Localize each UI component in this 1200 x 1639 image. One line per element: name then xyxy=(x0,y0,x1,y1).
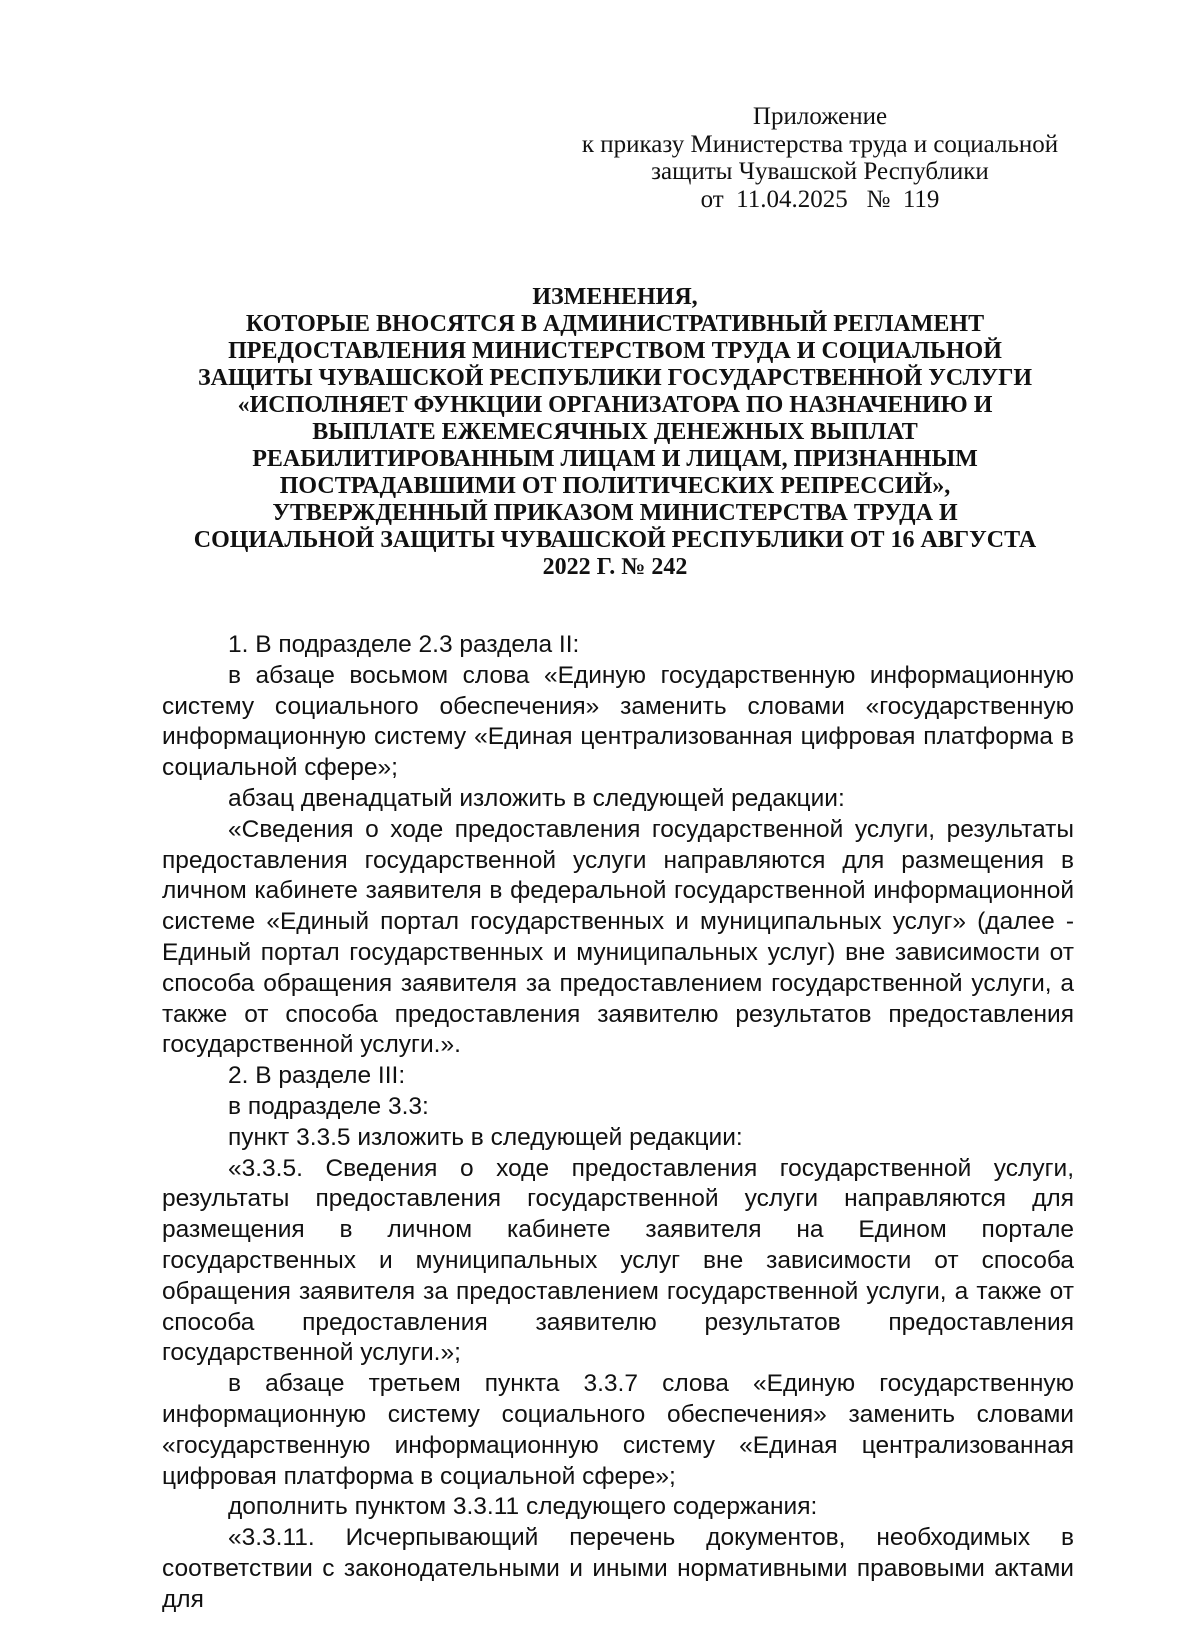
order-date-number: от 11.04.2025 № 119 xyxy=(700,185,940,213)
title-line: ВЫПЛАТЕ ЕЖЕМЕСЯЧНЫХ ДЕНЕЖНЫХ ВЫПЛАТ xyxy=(312,419,918,445)
title-line: РЕАБИЛИТИРОВАННЫМ ЛИЦАМ И ЛИЦАМ, ПРИЗНАННЫМ xyxy=(252,446,978,472)
title-line: «ИСПОЛНЯЕТ ФУНКЦИИ ОРГАНИЗАТОРА ПО НАЗНАЧЕНИЮ И xyxy=(237,392,993,418)
appendix-label: Приложение xyxy=(752,103,888,130)
paragraph: «3.3.5. Сведения о ходе предоставления государственной услуги, результаты предоставления государственной услуги направляются для размещения в личном кабинете заявителя на Едином портале государственных и муниципальных услуг вне зависимости от способа обращения заявителя за предоставлением государственной услуги, а также от способа предоставления заявителю результатов предоставления государственной услуги.»; xyxy=(162,1154,1074,1367)
paragraph: пункт 3.3.5 изложить в следующей редакции: xyxy=(228,1123,743,1151)
title-line: КОТОРЫЕ ВНОСЯТСЯ В АДМИНИСТРАТИВНЫЙ РЕГЛАМЕНТ xyxy=(245,311,985,337)
title-line: ИЗМЕНЕНИЯ, xyxy=(532,284,698,310)
title-line: 2022 Г. № 242 xyxy=(542,554,688,580)
document-title xyxy=(150,284,1080,581)
appendix-header xyxy=(540,103,1100,213)
paragraph: «Сведения о ходе предоставления государственной услуги, результаты предоставления государственной услуги направляются для размещения в личном кабинете заявителя в федеральной государственной информационной системе «Единый портал государственных и муниципальных услуг» (далее - Единый портал государственных и муниципальных услуг) вне зависимости от способа обращения заявителя за предоставлением государственной услуги, а также от способа предоставления заявителю результатов предоставления государственной услуги.». xyxy=(162,815,1074,1059)
paragraph: абзац двенадцатый изложить в следующей редакции: xyxy=(228,784,845,812)
paragraph: в абзаце восьмом слова «Единую государственную информационную систему социального обеспечения» заменить словами «государственную информационную систему «Единая централизованная цифровая платформа в социальной сфере»; xyxy=(162,661,1074,782)
title-line: ПРЕДОСТАВЛЕНИЯ МИНИСТЕРСТВОМ ТРУДА И СОЦИАЛЬНОЙ xyxy=(228,338,1002,364)
title-line: УТВЕРЖДЕННЫЙ ПРИКАЗОМ МИНИСТЕРСТВА ТРУДА И xyxy=(272,500,958,526)
order-reference: к приказу Министерства труда и социальной xyxy=(581,130,1059,158)
paragraph: 1. В подразделе 2.3 раздела II: xyxy=(228,631,580,658)
paragraph: в абзаце третьем пункта 3.3.7 слова «Единую государственную информационную систему социального обеспечения» заменить словами «государственную информационную систему «Единая централизованная цифровая платформа в социальной сфере»; xyxy=(162,1370,1074,1490)
ministry-name: защиты Чувашской Республики xyxy=(651,158,989,185)
title-line: ЗАЩИТЫ ЧУВАШСКОЙ РЕСПУБЛИКИ ГОСУДАРСТВЕННОЙ УСЛУГИ xyxy=(197,365,1033,391)
paragraph: в подразделе 3.3: xyxy=(228,1092,429,1120)
paragraph: «3.3.11. Исчерпывающий перечень документов, необходимых в соответствии с законодательными и иными нормативными правовыми актами для xyxy=(162,1524,1074,1613)
paragraph: 2. В разделе III: xyxy=(228,1062,406,1090)
paragraph: дополнить пунктом 3.3.11 следующего содержания: xyxy=(228,1493,818,1521)
title-line: СОЦИАЛЬНОЙ ЗАЩИТЫ ЧУВАШСКОЙ РЕСПУБЛИКИ ОТ 16 АВГУСТА xyxy=(193,527,1037,553)
document-body xyxy=(162,630,1074,1616)
title-line: ПОСТРАДАВШИМИ ОТ ПОЛИТИЧЕСКИХ РЕПРЕССИЙ», xyxy=(279,473,951,499)
